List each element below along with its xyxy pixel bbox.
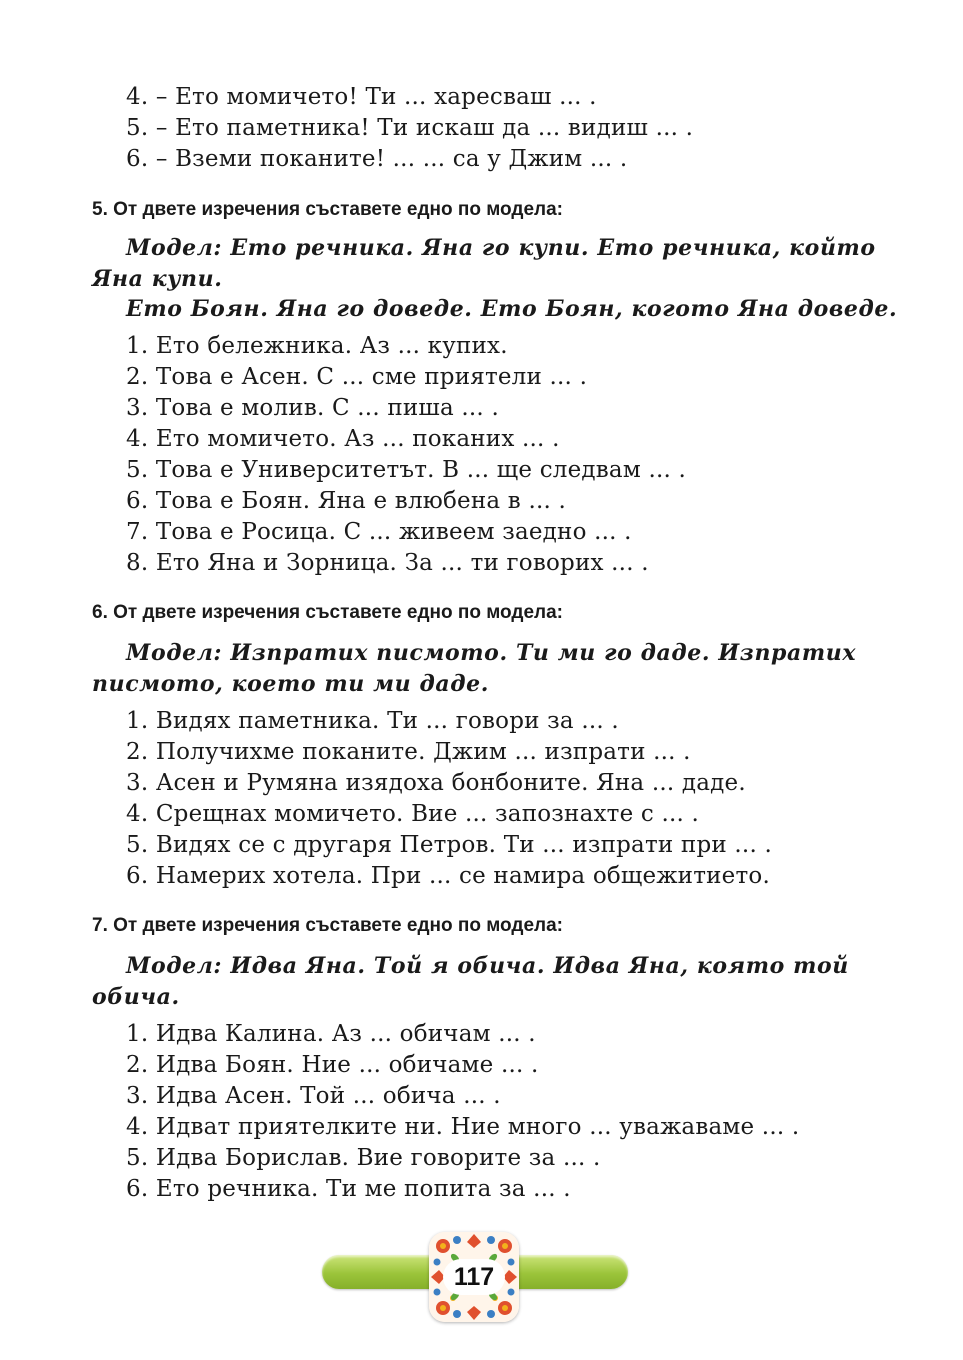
list-item: 8. Ето Яна и Зорница. За ... ти говорих ... .	[126, 550, 649, 576]
exercise-5-model-line: Яна купи.	[92, 266, 223, 292]
exercise-5-heading: 5. От двете изречения съставете едно по модела:	[92, 199, 563, 220]
exercise-7-model-line: Модел: Идва Яна. Той я обича. Идва Яна, която той	[126, 953, 849, 979]
list-item: 2. Идва Боян. Ние ... обичаме ... .	[126, 1052, 539, 1078]
exercise-6-heading: 6. От двете изречения съставете едно по модела:	[92, 602, 563, 623]
list-item: 3. Асен и Румяна изядоха бонбоните. Яна ... даде.	[126, 770, 746, 796]
list-item: 3. Това е молив. С ... пиша ... .	[126, 395, 499, 421]
list-item: 4. Ето момичето. Аз ... поканих ... .	[126, 426, 560, 452]
list-item: 6. Намерих хотела. При ... се намира общежитието.	[126, 863, 770, 889]
list-item: 1. Видях паметника. Ти ... говори за ... .	[126, 708, 619, 734]
exercise-5-model-line: Модел: Ето речника. Яна го купи. Ето речника, който	[126, 235, 876, 261]
list-item: 1. Ето бележника. Аз ... купих.	[126, 333, 508, 359]
list-item: 3. Идва Асен. Той ... обича ... .	[126, 1083, 501, 1109]
list-item: 6. Ето речника. Ти ме попита за ... .	[126, 1176, 571, 1202]
list-item: 6. Това е Боян. Яна е влюбена в ... .	[126, 488, 567, 514]
list-item: 2. Това е Асен. С ... сме приятели ... .	[126, 364, 588, 390]
list-item: 1. Идва Калина. Аз ... обичам ... .	[126, 1021, 536, 1047]
list-item: 2. Получихме поканите. Джим ... изпрати ... .	[126, 739, 691, 765]
list-item: 4. Идват приятелките ни. Ние много ... уважаваме ... .	[126, 1114, 800, 1140]
list-item: 5. Това е Университетът. В ... ще следвам ... .	[126, 457, 686, 483]
list-item: 5. Идва Борислав. Вие говорите за ... .	[126, 1145, 601, 1171]
list-item: 4. – Ето момичето! Ти ... харесваш ... .	[126, 84, 597, 110]
exercise-6-model-line: писмото, което ти ми даде.	[92, 671, 490, 697]
list-item: 4. Срещнах момичето. Вие ... запознахте с ... .	[126, 801, 700, 827]
exercise-7-heading: 7. От двете изречения съставете едно по модела:	[92, 915, 563, 936]
list-item: 7. Това е Росица. С ... живеем заедно ... .	[126, 519, 632, 545]
page-number: 117	[443, 1259, 505, 1295]
list-item: 5. – Ето паметника! Ти искаш да ... видиш ... .	[126, 115, 694, 141]
exercise-5-model-line: Ето Боян. Яна го доведе. Ето Боян, когото Яна доведе.	[126, 296, 898, 322]
list-item: 6. – Вземи поканите! ... ... са у Джим ... .	[126, 146, 628, 172]
list-item: 5. Видях се с другаря Петров. Ти ... изпрати при ... .	[126, 832, 772, 858]
exercise-7-model-line: обича.	[92, 984, 180, 1010]
exercise-6-model-line: Модел: Изпратих писмото. Ти ми го даде. Изпратих	[126, 640, 857, 666]
